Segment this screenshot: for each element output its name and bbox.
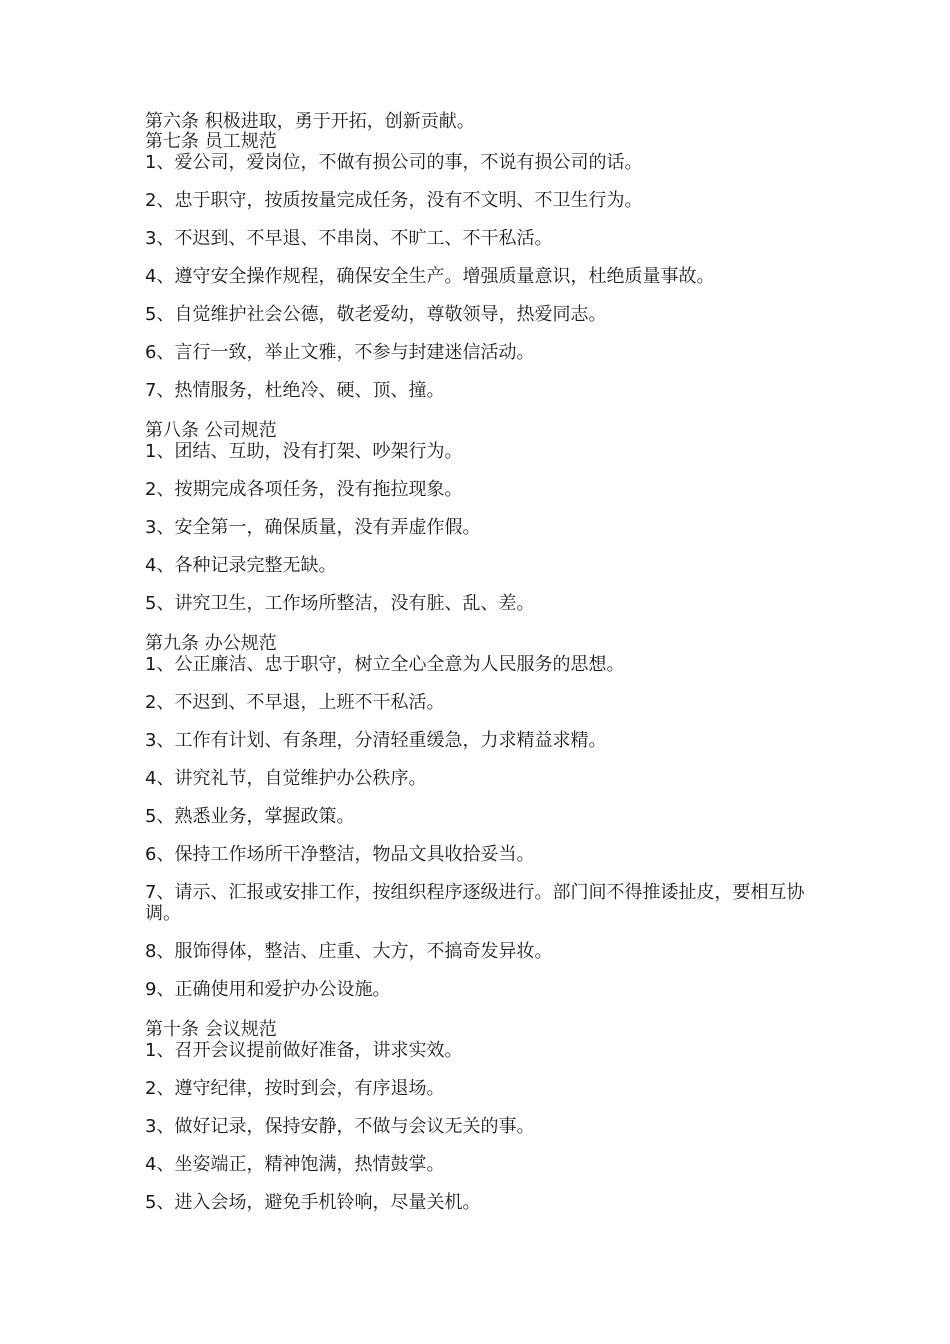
article-9-title: 第九条 办公规范 — [145, 633, 277, 654]
article-8-item-5: 5、讲究卫生，工作场所整洁，没有脏、乱、差。 — [145, 593, 535, 614]
article-10-title: 第十条 会议规范 — [145, 1019, 277, 1040]
article-8-item-1: 1、团结、互助，没有打架、吵架行为。 — [145, 441, 463, 462]
article-7-item-7: 7、热情服务，杜绝冷、硬、顶、撞。 — [145, 380, 445, 401]
article-7-title: 第七条 员工规范 — [145, 131, 277, 152]
article-9-item-7: 7、请示、汇报或安排工作，按组织程序逐级进行。部门间不得推诿扯皮，要相互协调。 — [145, 882, 805, 924]
article-9-item-1: 1、公正廉洁、忠于职守，树立全心全意为人民服务的思想。 — [145, 654, 625, 675]
article-9-item-2: 2、不迟到、不早退，上班不干私活。 — [145, 692, 445, 713]
article-6: 第六条 积极进取，勇于开拓，创新贡献。 — [145, 111, 475, 132]
article-10-item-1: 1、召开会议提前做好准备，讲求实效。 — [145, 1040, 463, 1061]
article-7-item-3: 3、不迟到、不早退、不串岗、不旷工、不干私活。 — [145, 228, 553, 249]
article-9-item-5: 5、熟悉业务，掌握政策。 — [145, 806, 355, 827]
article-10-item-3: 3、做好记录，保持安静，不做与会议无关的事。 — [145, 1116, 535, 1137]
article-9-item-3: 3、工作有计划、有条理，分清轻重缓急，力求精益求精。 — [145, 730, 607, 751]
article-9-item-4: 4、讲究礼节，自觉维护办公秩序。 — [145, 768, 427, 789]
article-8-title: 第八条 公司规范 — [145, 420, 277, 441]
article-9-item-6: 6、保持工作场所干净整洁，物品文具收拾妥当。 — [145, 844, 535, 865]
article-7-item-2: 2、忠于职守，按质按量完成任务，没有不文明、不卫生行为。 — [145, 190, 643, 211]
article-7-item-6: 6、言行一致，举止文雅，不参与封建迷信活动。 — [145, 342, 535, 363]
article-8-item-3: 3、安全第一，确保质量，没有弄虚作假。 — [145, 517, 481, 538]
article-7-item-5: 5、自觉维护社会公德，敬老爱幼，尊敬领导，热爱同志。 — [145, 304, 607, 325]
article-7-item-4: 4、遵守安全操作规程，确保安全生产。增强质量意识，杜绝质量事故。 — [145, 266, 715, 287]
article-9-item-9: 9、正确使用和爱护办公设施。 — [145, 979, 391, 1000]
article-10-item-2: 2、遵守纪律，按时到会，有序退场。 — [145, 1078, 445, 1099]
document-page — [145, 112, 815, 1230]
article-8-item-2: 2、按期完成各项任务，没有拖拉现象。 — [145, 479, 463, 500]
article-10-item-4: 4、坐姿端正，精神饱满，热情鼓掌。 — [145, 1154, 445, 1175]
article-9-item-8: 8、服饰得体，整洁、庄重、大方，不搞奇发异妆。 — [145, 941, 553, 962]
article-7-item-1: 1、爱公司，爱岗位，不做有损公司的事，不说有损公司的话。 — [145, 152, 643, 173]
article-10-item-5: 5、进入会场，避免手机铃响，尽量关机。 — [145, 1192, 481, 1213]
article-8-item-4: 4、各种记录完整无缺。 — [145, 555, 337, 576]
